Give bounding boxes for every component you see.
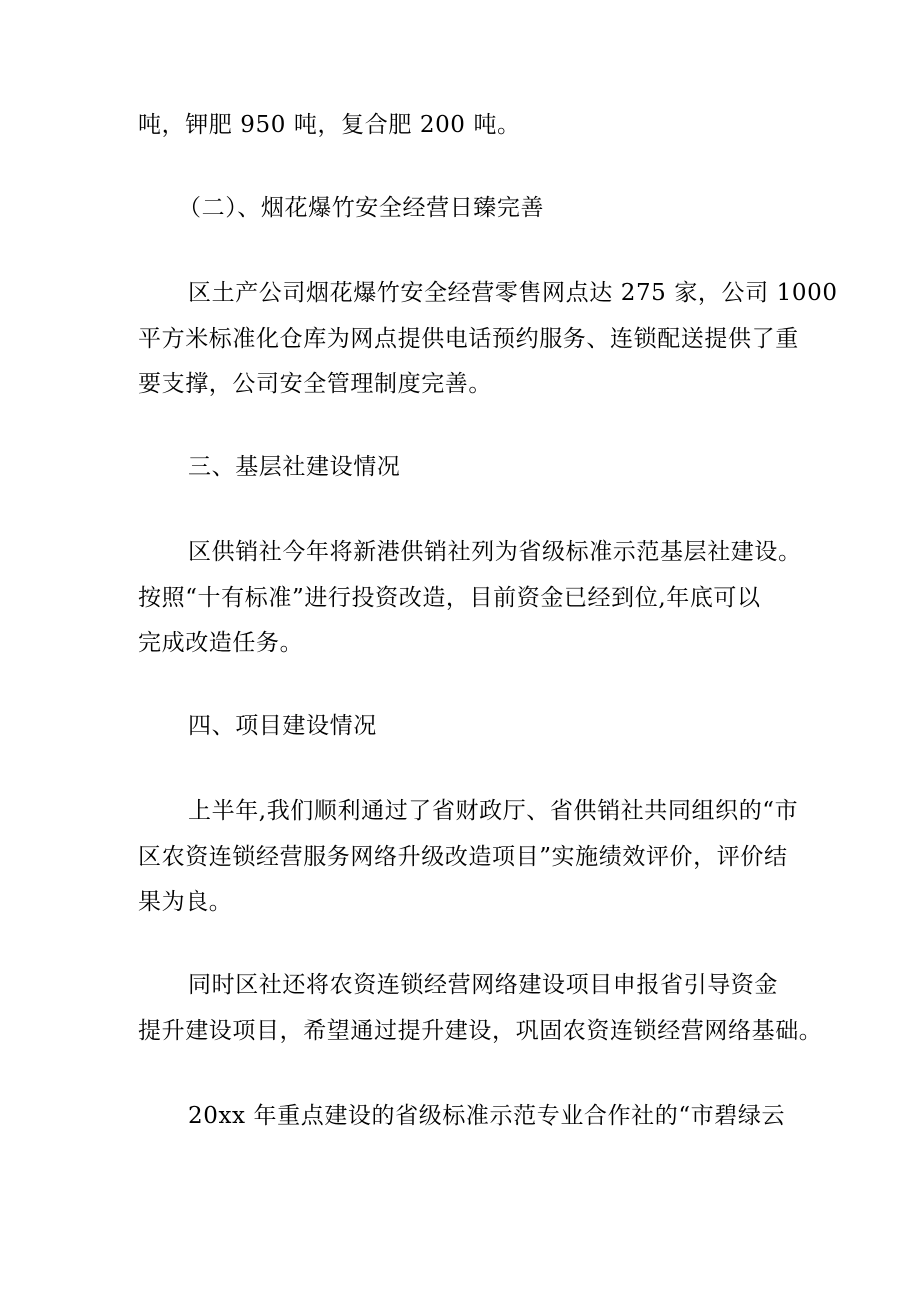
paragraph-line: 20xx 年重点建设的省级标准示范专业合作社的“市碧绿云 bbox=[188, 1103, 786, 1129]
paragraph-line: 区土产公司烟花爆竹安全经营零售网点达 275 家，公司 1000 bbox=[188, 280, 838, 306]
paragraph-line: 同时区社还将农资连锁经营网络建设项目申报省引导资金 bbox=[188, 972, 778, 998]
paragraph-line: 要支撑，公司安全管理制度完善。 bbox=[138, 371, 492, 397]
paragraph-continuation: 吨，钾肥 950 吨，复合肥 200 吨。 bbox=[138, 112, 521, 138]
paragraph-line: 完成改造任务。 bbox=[138, 630, 304, 656]
paragraph-line: 区供销社今年将新港供销社列为省级标准示范基层社建设。 bbox=[188, 539, 802, 565]
paragraph-line: 按照“十有标准”进行投资改造，目前资金已经到位,年底可以 bbox=[138, 585, 761, 611]
paragraph-line: 区农资连锁经营服务网络升级改造项目”实施绩效评价，评价结 bbox=[138, 844, 788, 870]
paragraph-line: 平方米标准化仓库为网点提供电话预约服务、连锁配送提供了重 bbox=[138, 326, 799, 352]
section-heading-grassroots: 三、基层社建设情况 bbox=[188, 454, 401, 480]
section-heading-fireworks: （二）、烟花爆竹安全经营日臻完善 bbox=[178, 195, 545, 221]
section-heading-projects: 四、项目建设情况 bbox=[188, 713, 377, 739]
paragraph-line: 上半年,我们顺利通过了省财政厅、省供销社共同组织的“市 bbox=[188, 798, 799, 824]
paragraph-line: 提升建设项目，希望通过提升建设，巩固农资连锁经营网络基础。 bbox=[138, 1018, 823, 1044]
paragraph-line: 果为良。 bbox=[138, 889, 233, 915]
